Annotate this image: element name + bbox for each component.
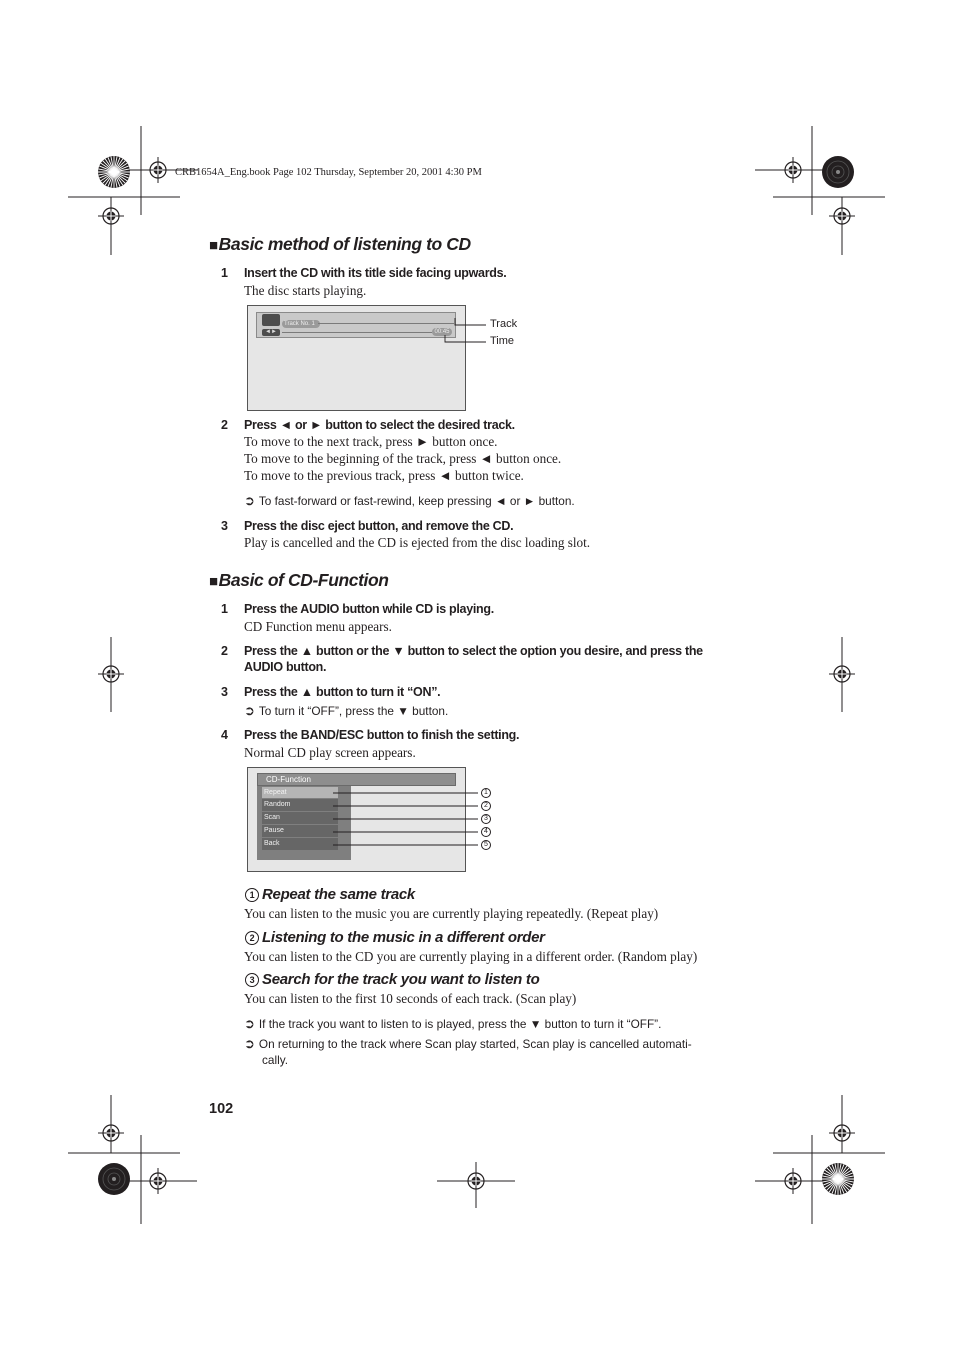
track-display: Track No. 1 [282,320,320,328]
item-body: You can listen to the CD you are currently playing in a different order. (Random play) [244,949,698,964]
menu-title: CD-Function [266,775,311,784]
item-note: ➲ On returning to the track where Scan play started, Scan play is cancelled automati- [244,1036,692,1051]
step-number: 3 [221,685,228,699]
step-number: 2 [221,418,228,432]
step-note: ➲ To turn it “OFF”, press the ▼ button. [244,703,449,718]
step-heading: Press the ▲ button or the ▼ button to select the option you desire, and press the [244,644,703,658]
marker-4: 4 [481,827,491,837]
menu-item-scan: Scan [264,814,280,821]
time-display: 00:45 [432,328,452,336]
marker-1: 1 [481,788,491,798]
step-body: Play is cancelled and the CD is ejected from the disc loading slot. [244,535,591,550]
item-body: You can listen to the music you are currently playing repeatedly. (Repeat play) [244,906,659,921]
marker-5: 5 [481,840,491,850]
print-header: CRB1654A_Eng.book Page 102 Thursday, September 20, 2001 4:30 PM [175,167,482,178]
step-heading: Insert the CD with its title side facing upwards. [244,266,507,280]
step-body: To move to the next track, press ► button once. [244,434,498,449]
step-heading: Press the BAND/ESC button to finish the setting. [244,728,520,742]
marker-2: 2 [481,801,491,811]
step-note: ➲ To fast-forward or fast-rewind, keep pressing ◄ or ► button. [244,493,575,508]
item-heading-repeat: 1 Repeat the same track [245,886,415,903]
item-heading-scan: 3 Search for the track you want to listen to [245,971,539,988]
step-body: To move to the beginning of the track, press ◄ button once. [244,451,562,466]
step-body: CD Function menu appears. [244,619,392,634]
step-number: 1 [221,266,228,280]
step-heading: AUDIO button. [244,660,327,674]
note-arrow-icon: ➲ [244,1036,255,1051]
circled-number: 3 [245,973,259,987]
callout-track: Track [490,318,518,330]
playback-icon: ◄► [262,329,280,336]
circled-number: 1 [245,888,259,902]
circled-number: 2 [245,931,259,945]
step-body: Normal CD play screen appears. [244,745,416,760]
note-arrow-icon: ➲ [244,703,255,718]
callout-time: Time [490,335,515,347]
step-number: 1 [221,602,228,616]
item-body: You can listen to the first 10 seconds of each track. (Scan play) [244,991,577,1006]
step-body: To move to the previous track, press ◄ button twice. [244,468,524,483]
step-heading: Press the disc eject button, and remove the CD. [244,519,514,533]
step-heading: Press the AUDIO button while CD is playing. [244,602,494,616]
step-heading: Press the ▲ button to turn it “ON”. [244,685,441,699]
page-number: 102 [209,1101,234,1117]
step-heading: Press ◄ or ► button to select the desired track. [244,418,515,432]
step-number: 4 [221,728,228,742]
step-body: The disc starts playing. [244,283,367,298]
step-number: 3 [221,519,228,533]
item-note-continued: cally. [262,1053,289,1067]
item-heading-random: 2 Listening to the music in a different order [245,929,545,946]
note-arrow-icon: ➲ [244,493,255,508]
menu-item-repeat: Repeat [264,789,287,796]
step-number: 2 [221,644,228,658]
note-arrow-icon: ➲ [244,1016,255,1031]
section-title-basic-method: ■Basic method of listening to CD [209,234,471,254]
menu-item-back: Back [264,840,280,847]
marker-3: 3 [481,814,491,824]
section-title-cd-function: ■Basic of CD-Function [209,570,389,590]
menu-item-pause: Pause [264,827,284,834]
item-note: ➲ If the track you want to listen to is played, press the ▼ button to turn it “OFF”. [244,1016,662,1031]
menu-item-random: Random [264,801,291,808]
